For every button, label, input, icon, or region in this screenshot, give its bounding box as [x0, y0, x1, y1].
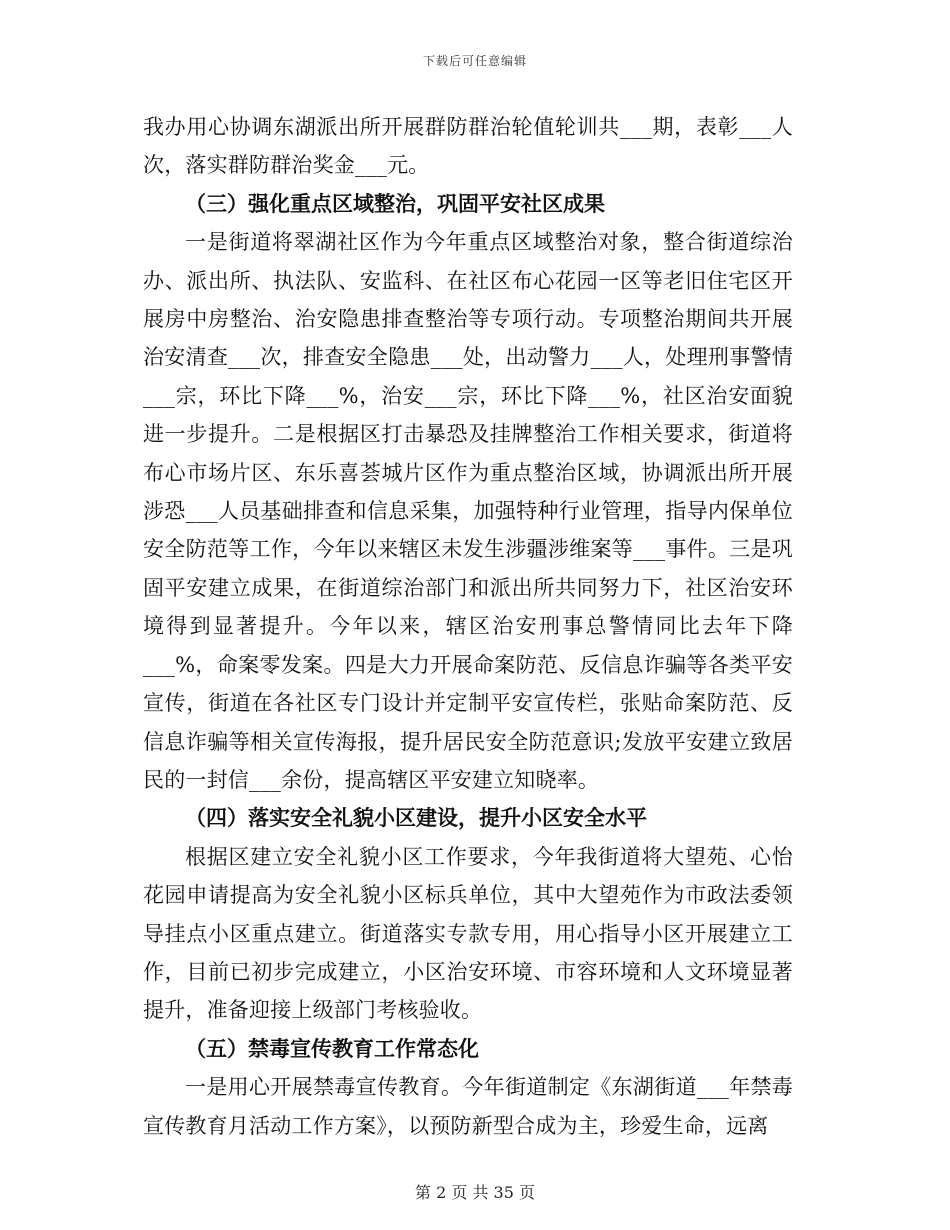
page-header: 下载后可任意编辑 — [422, 54, 527, 68]
paragraph: 我办用心协调东湖派出所开展群防群治轮值轮训共___期，表彰___人次，落实群防群治奖金___元。 — [143, 115, 793, 178]
section-heading: （三）强化重点区域整治，巩固平安社区成果 — [185, 191, 605, 216]
paragraph: 一是街道将翠湖社区作为今年重点区域整治对象，整合街道综治办、派出所、执法队、安监科、在社区布心花园一区等老旧住宅区开展房中房整治、治安隐患排查整治等专项行动。专项整治期间共开展治安清查___次，排查安全隐患___处，出动警力___人，处理刑事警情___宗，环比下降___%，治安___宗，环比下降___%，社区治安面貌进一步提升。二是根据区打击暴恐及挂牌整治工作相关要求，街道将布心市场片区、东乐喜荟城片区作为重点整治区域，协调派出所开展涉恐___人员基础排查和信息采集，加强特种行业管理，指导内保单位安全防范等工作，今年以来辖区未发生涉疆涉维案等___事件。三是巩固平安建立成果，在街道综治部门和派出所共同努力下，社区治安环境得到显著提升。今年以来，辖区治安刑事总警情同比去年下降___%，命案零发案。四是大力开展命案防范、反信息诈骗等各类平安宣传，街道在各社区专门设计并定制平安宣传栏，张贴命案防范、反信息诈骗等相关宣传海报，提升居民安全防范意识;发放平安建立致居民的一封信___余份，提高辖区平安建立知晓率。 — [143, 230, 793, 792]
section-heading: （四）落实安全礼貌小区建设，提升小区安全水平 — [185, 806, 647, 831]
document-body — [143, 108, 793, 1145]
section-heading: （五）禁毒宣传教育工作常态化 — [185, 1036, 479, 1061]
page-footer: 第 2 页 共 35 页 — [415, 1183, 535, 1202]
paragraph: 根据区建立安全礼貌小区工作要求，今年我街道将大望苑、心怡花园申请提高为安全礼貌小区标兵单位，其中大望苑作为市政法委领导挂点小区重点建立。街道落实专款专用，用心指导小区开展建立工作，目前已初步完成建立，小区治安环境、市容环境和人文环境显著提升，准备迎接上级部门考核验收。 — [143, 844, 793, 1023]
paragraph: 一是用心开展禁毒宣传教育。今年街道制定《东湖街道___年禁毒宣传教育月活动工作方案》，以预防新型合成为主，珍爱生命，远离 — [143, 1075, 793, 1138]
